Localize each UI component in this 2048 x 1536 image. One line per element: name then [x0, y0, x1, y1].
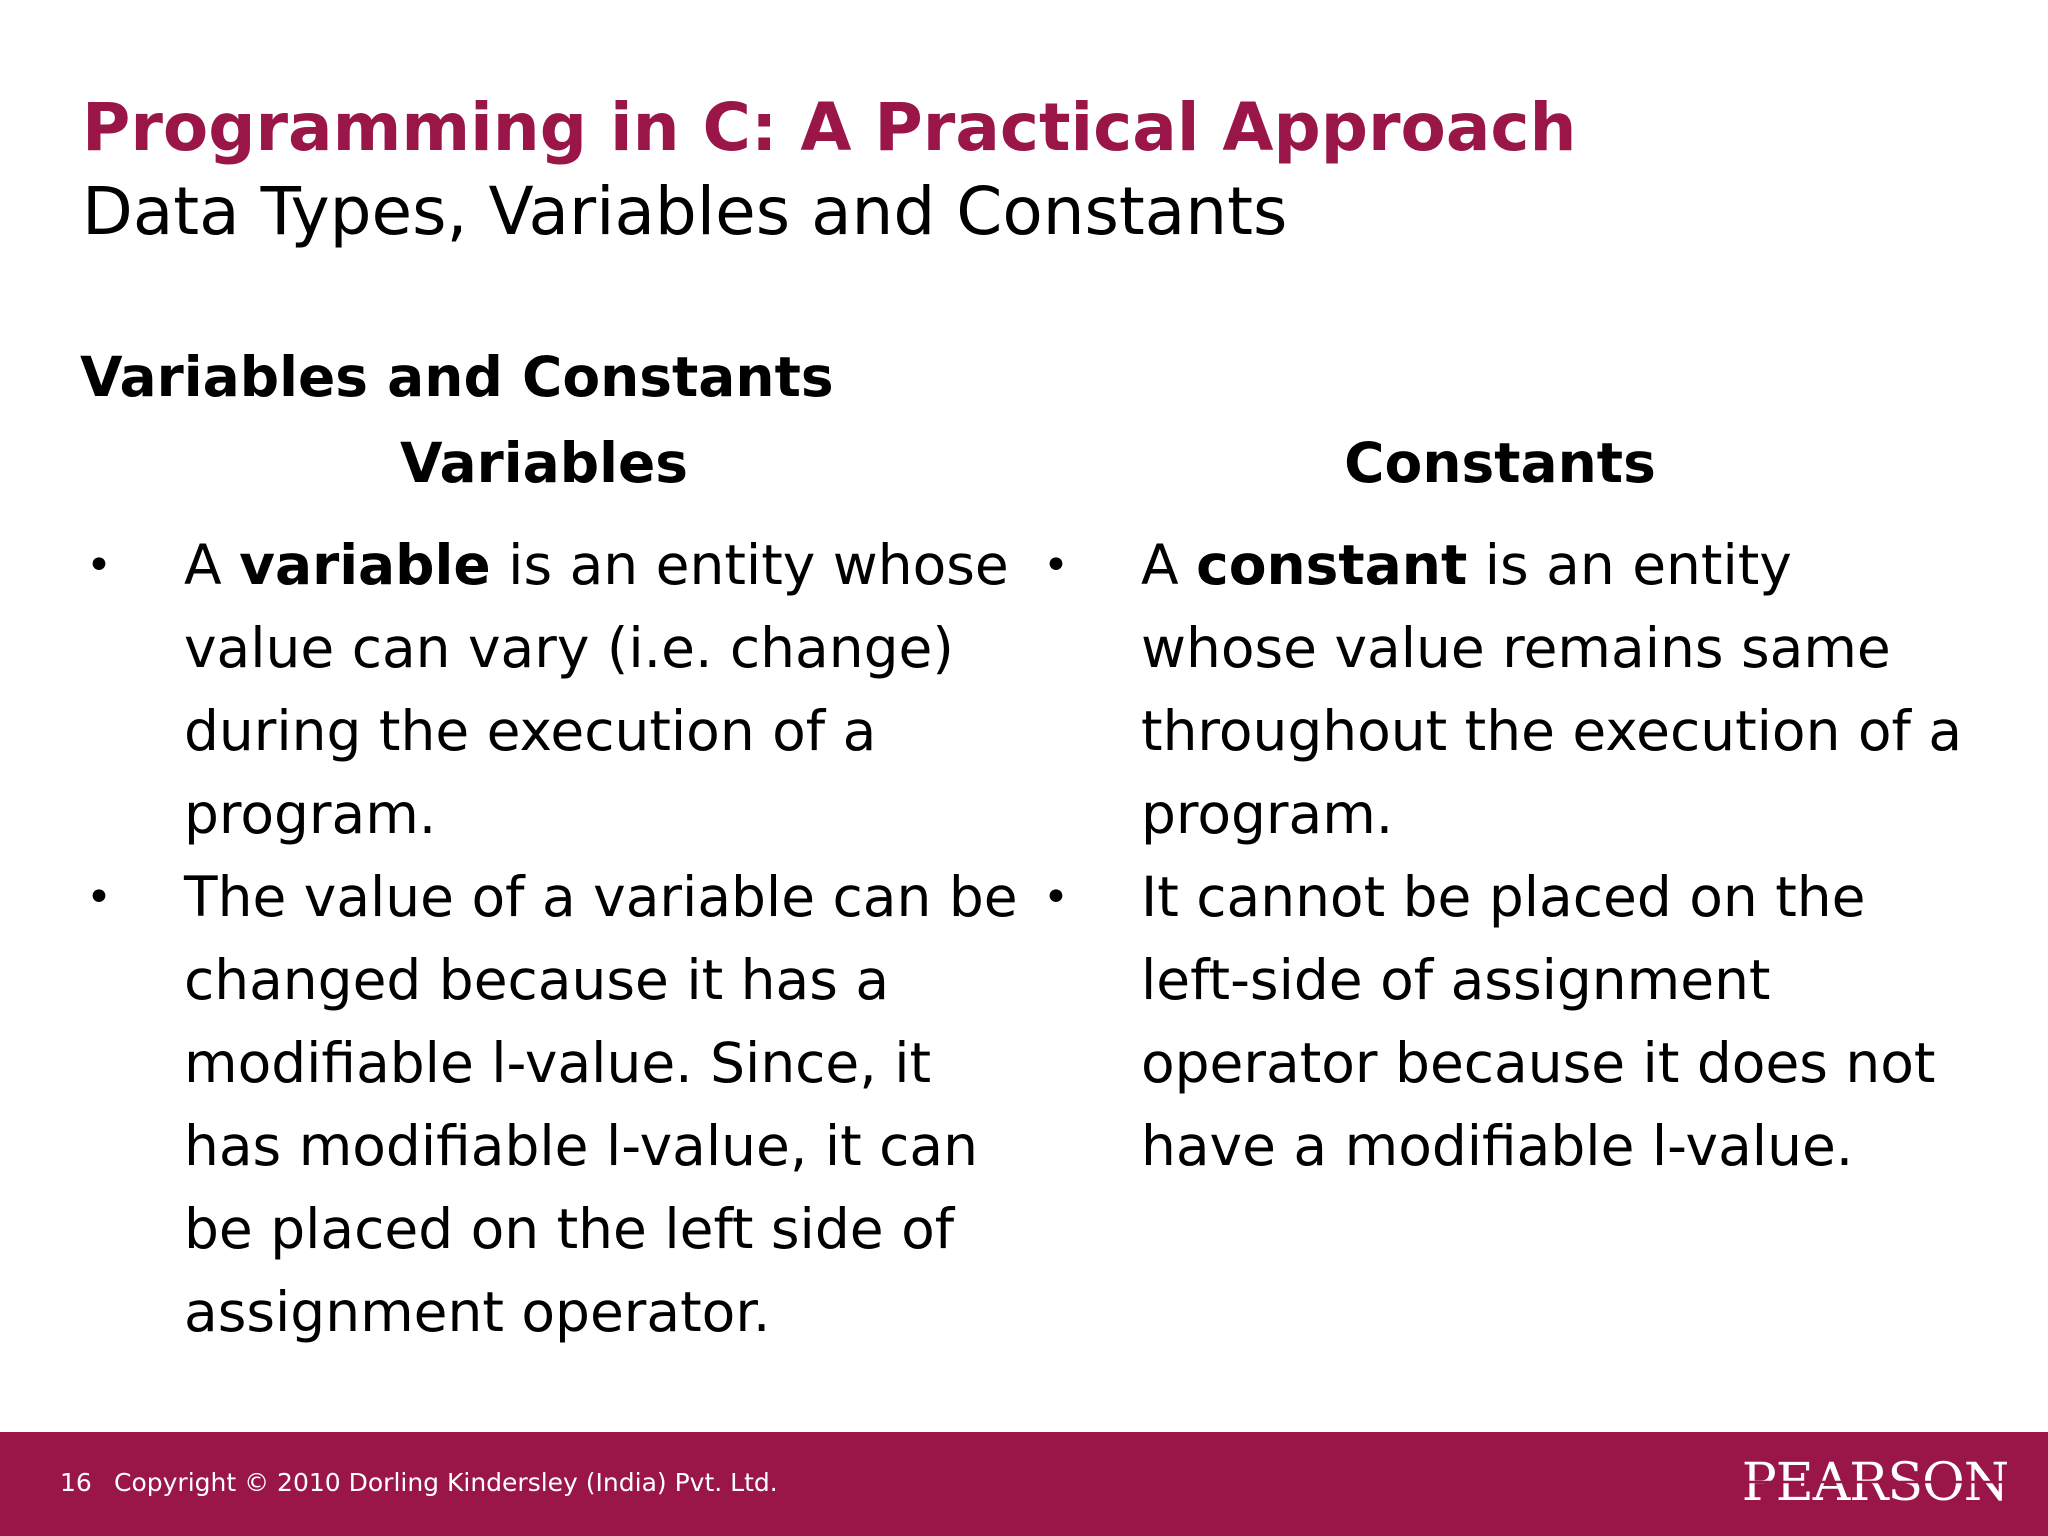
copyright-text: Copyright © 2010 Dorling Kindersley (India) Pvt. Ltd. [114, 1468, 778, 1497]
constants-bullet-2-text: It cannot be placed on the left-side of assignment operator because it does not have a modifiable l-value. [1141, 865, 1936, 1178]
slide-subtitle: Data Types, Variables and Constants [82, 173, 1288, 250]
constants-column [1037, 524, 1977, 1188]
bullet-dot-icon: • [1043, 872, 1069, 923]
variables-heading: Variables [399, 431, 689, 495]
constants-bullet-1-post: is an entity whose value remains same throughout the execution of a program. [1141, 533, 1963, 846]
constants-bullet-1 [1037, 524, 1977, 856]
constants-heading: Constants [1344, 431, 1656, 495]
pearson-logo-icon [1740, 1452, 2010, 1514]
footer-bar [0, 1432, 2048, 1536]
variables-bullet-2-text: The value of a variable can be changed because it has a modifiable l-value. Since, it has modifiable l-value, it can be placed on the left side of assignment operator. [184, 865, 1018, 1344]
bullet-dot-icon: • [86, 540, 112, 591]
pearson-logo-text: PEARSON [1741, 1453, 2009, 1513]
bullet-dot-icon: • [1043, 540, 1069, 591]
variables-bullet-1-pre: A [184, 533, 240, 597]
variables-bullet-1-post: is an entity whose value can vary (i.e. change) during the execution of a program. [184, 533, 1009, 846]
constants-bullet-1-term: constant [1196, 533, 1468, 597]
slide-title: Programming in C: A Practical Approach [82, 89, 1577, 166]
bullet-dot-icon: • [86, 872, 112, 923]
variables-bullet-2 [80, 856, 1020, 1354]
page-number: 16 [60, 1468, 92, 1497]
variables-column [80, 524, 1020, 1354]
constants-bullet-2 [1037, 856, 1977, 1188]
variables-bullet-1 [80, 524, 1020, 856]
constants-bullet-1-pre: A [1141, 533, 1197, 597]
variables-bullet-1-term: variable [239, 533, 491, 597]
section-heading: Variables and Constants [80, 345, 834, 409]
